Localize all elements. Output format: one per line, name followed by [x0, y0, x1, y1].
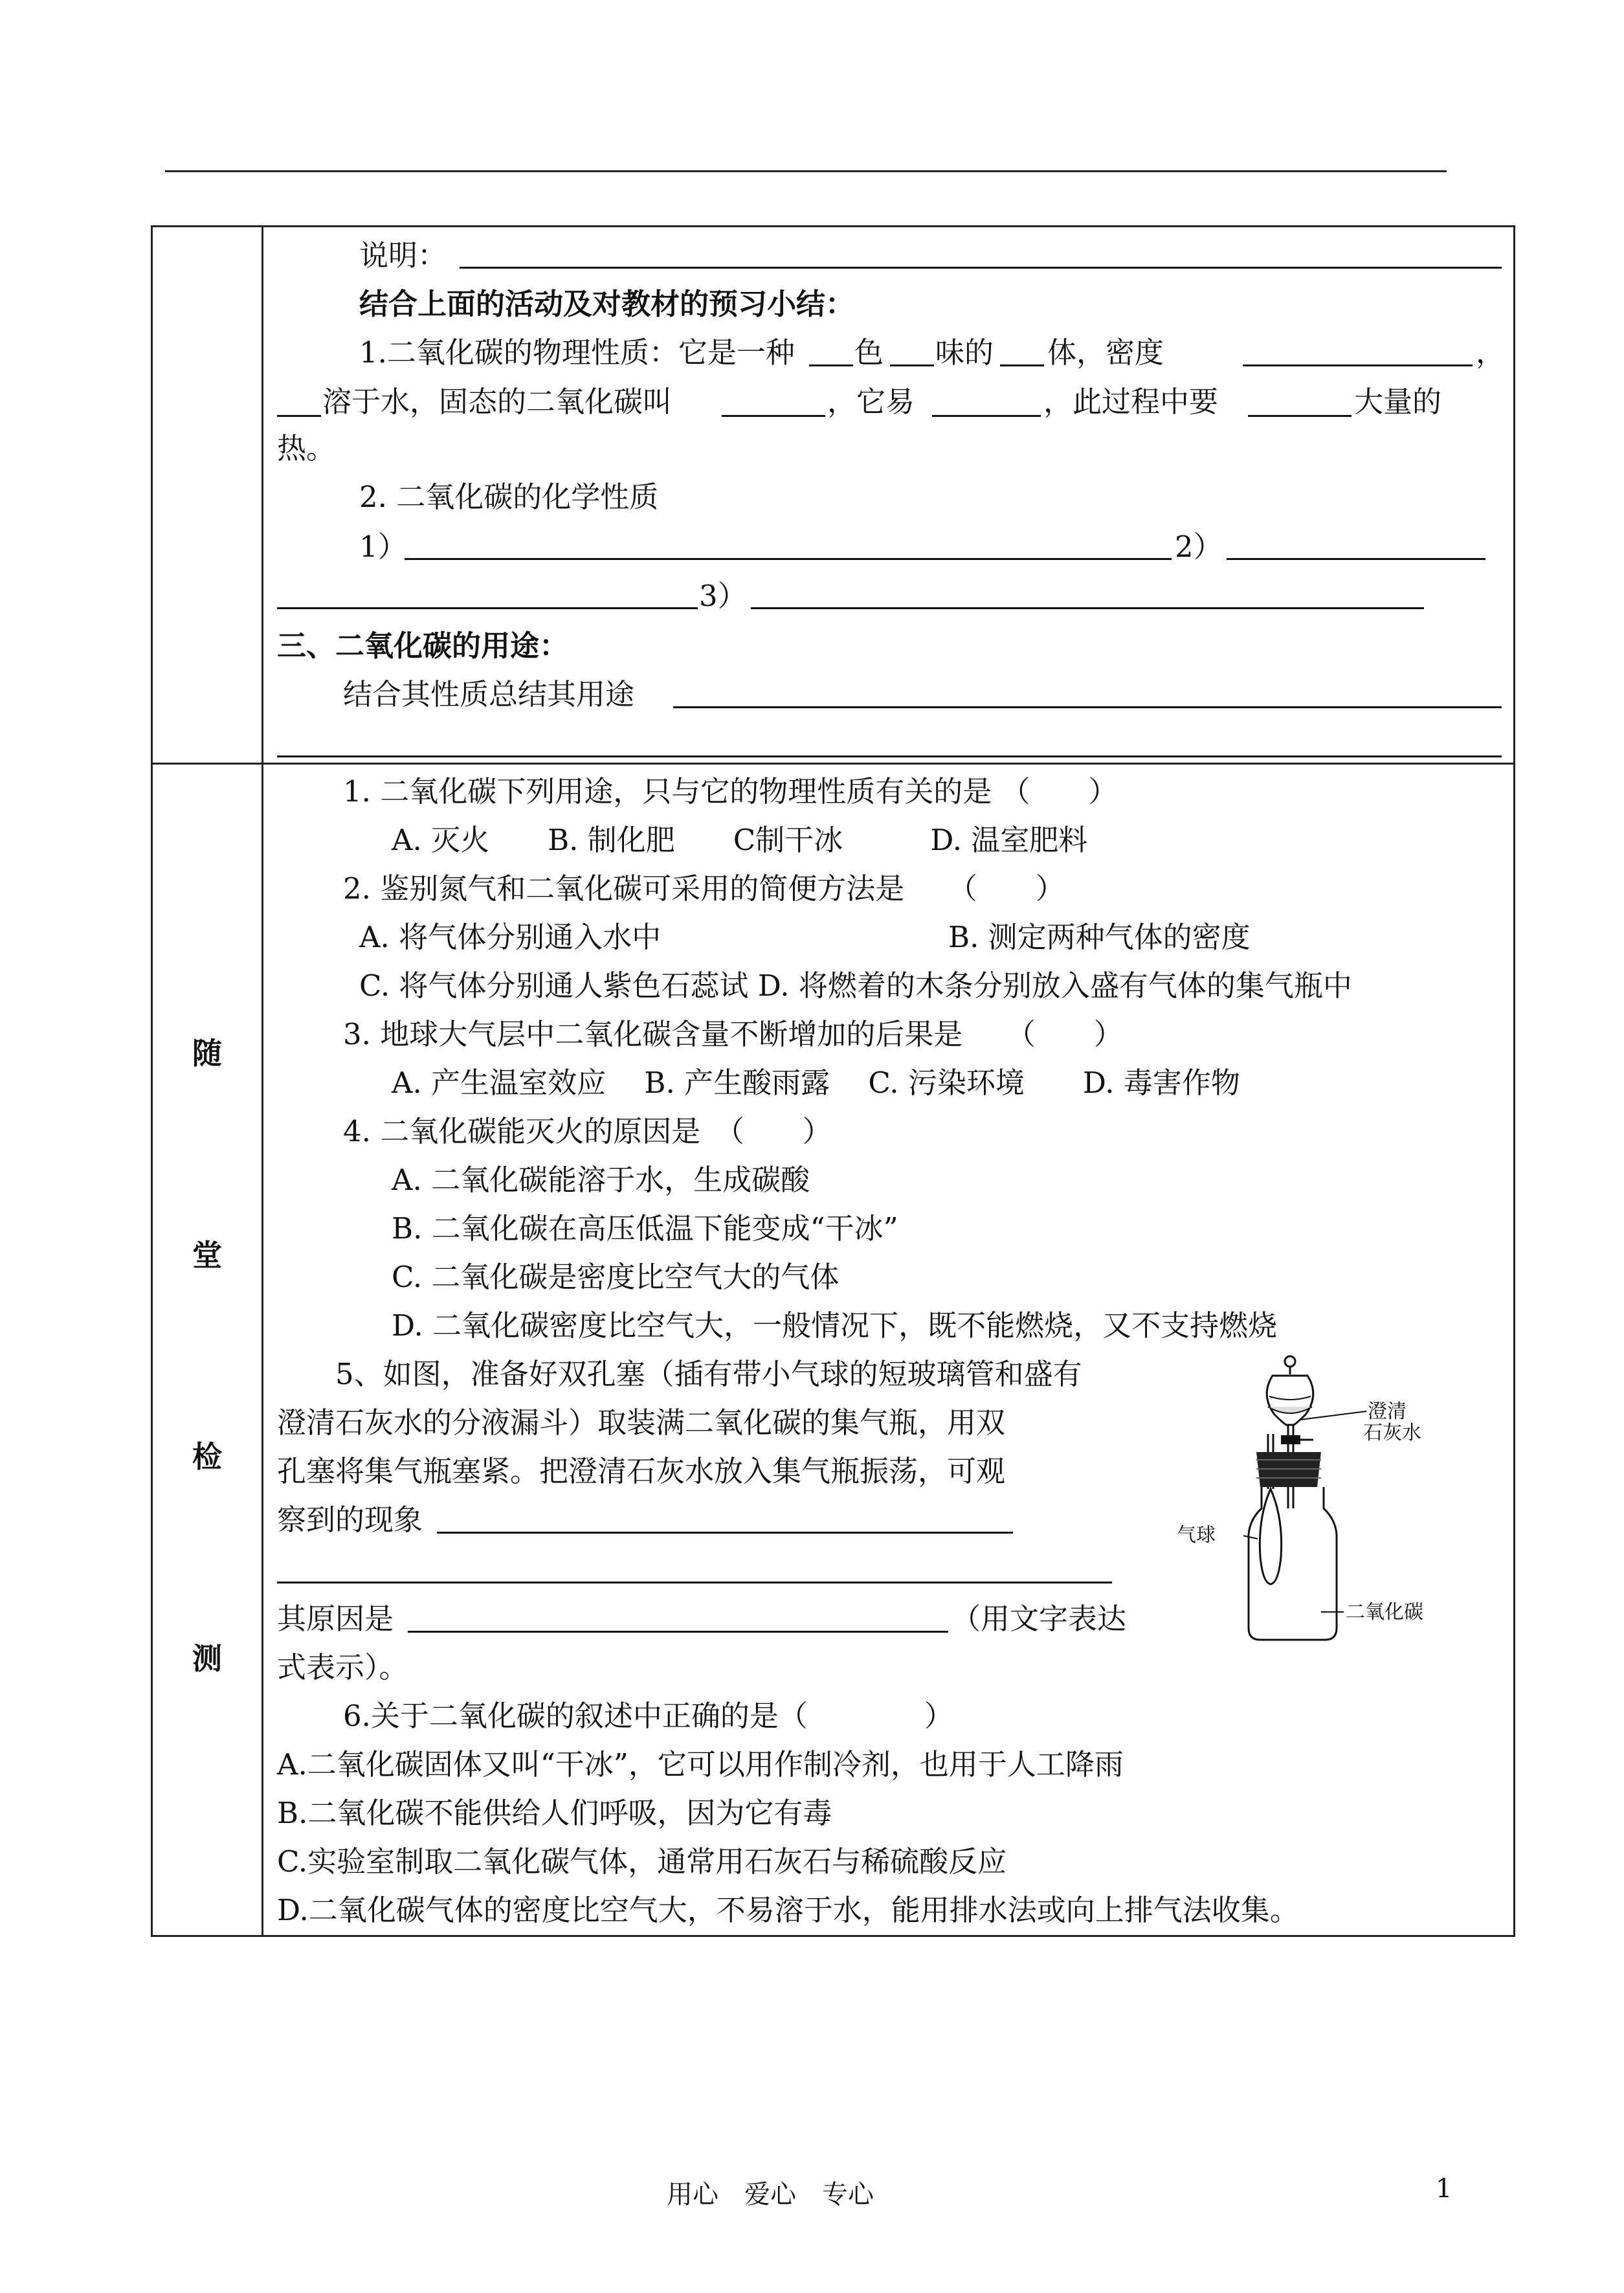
- q2-item-1: 1）: [359, 530, 407, 564]
- blank-absorb[interactable]: [1248, 415, 1351, 417]
- q1-text-f: 溶于水，固态的二氧化碳叫: [322, 385, 673, 419]
- quiz-q2-option-cd: C. 将气体分别通人紫色石蕊试 D. 将燃着的木条分别放入盛有气体的集气瓶中: [359, 968, 1352, 1003]
- side-label-char-3: 检: [192, 1439, 222, 1474]
- phenomenon-blank-1[interactable]: [437, 1532, 1013, 1534]
- section3-prompt: 结合其性质总结其用途: [343, 677, 635, 711]
- quiz-q3-options: A. 产生温室效应 B. 产生酸雨露 C. 污染环境 D. 毒害作物: [392, 1066, 1240, 1100]
- blank-sublime[interactable]: [932, 415, 1041, 417]
- blank-color[interactable]: [809, 364, 853, 366]
- quiz-q5-line4: 察到的现象: [277, 1503, 423, 1537]
- quiz-q4-option-b: B. 二氧化碳在高压低温下能变成“干冰”: [392, 1211, 898, 1246]
- shuoming-label: 说明：: [359, 238, 447, 273]
- quiz-q5-tail: （用文字表达: [951, 1602, 1127, 1636]
- side-label-char-1: 随: [192, 1036, 222, 1071]
- q1-text-b: 色: [854, 335, 884, 370]
- quiz-q2: 2. 鉴别氮气和二氧化碳可采用的简便方法是 （ ）: [343, 871, 1065, 906]
- quiz-q4-option-c: C. 二氧化碳是密度比空气大的气体: [392, 1260, 840, 1294]
- quiz-q5-reason: 其原因是: [277, 1602, 394, 1636]
- chem-property-blank-2b[interactable]: [277, 607, 698, 609]
- figure-label-balloon: 气球: [1177, 1524, 1216, 1547]
- quiz-q4: 4. 二氧化碳能灭火的原因是 （ ）: [343, 1114, 832, 1148]
- quiz-q6: 6.关于二氧化碳的叙述中正确的是（ ）: [343, 1699, 953, 1733]
- column-divider: [261, 227, 263, 1935]
- q1-text-d: 体，密度: [1047, 335, 1164, 370]
- quiz-q5-line2: 澄清石灰水的分液漏斗）取装满二氧化碳的集气瓶，用双: [277, 1405, 1006, 1440]
- shuoming-blank[interactable]: [460, 267, 1502, 269]
- quiz-q2-option-b: B. 测定两种气体的密度: [948, 920, 1251, 954]
- chem-property-blank-3[interactable]: [751, 607, 1424, 609]
- apparatus-figure: [1243, 1350, 1486, 1648]
- quiz-q4-option-a: A. 二氧化碳能溶于水，生成碳酸: [392, 1163, 810, 1197]
- blank-smell[interactable]: [890, 364, 934, 366]
- q2-item-3: 3）: [699, 579, 747, 613]
- uses-blank-2[interactable]: [277, 755, 1502, 757]
- figure-label-clear-2: 石灰水: [1363, 1422, 1421, 1444]
- quiz-q1: 1. 二氧化碳下列用途，只与它的物理性质有关的是 （ ）: [343, 774, 1118, 809]
- header-rule: [165, 170, 1447, 172]
- q1-text-a: 1.二氧化碳的物理性质：它是一种: [359, 335, 795, 370]
- phenomenon-blank-2[interactable]: [277, 1582, 1112, 1583]
- quiz-q3: 3. 地球大气层中二氧化碳含量不断增加的后果是 （ ）: [343, 1017, 1123, 1051]
- q2-heading: 2. 二氧化碳的化学性质: [359, 480, 659, 514]
- row-divider: [153, 763, 1513, 765]
- q1-text-c: 味的: [935, 335, 994, 370]
- q1-text-g: ，它易: [827, 385, 915, 419]
- reason-blank[interactable]: [408, 1631, 948, 1633]
- chem-property-blank-2a[interactable]: [1227, 558, 1485, 560]
- blank-dry-ice[interactable]: [722, 415, 825, 417]
- quiz-q6-option-b: B.二氧化碳不能供给人们呼吸，因为它有毒: [277, 1796, 832, 1830]
- blank-state[interactable]: [1000, 364, 1044, 366]
- figure-label-clear-1: 澄清: [1368, 1400, 1407, 1423]
- quiz-q5-line1: 5、如图，准备好双孔塞（插有带小气球的短玻璃管和盛有: [335, 1357, 1082, 1391]
- quiz-q6-option-a: A.二氧化碳固体又叫“干冰”，它可以用作制冷剂，也用于人工降雨: [277, 1747, 1124, 1782]
- blank-solubility[interactable]: [277, 415, 321, 417]
- section3-heading: 三、二氧化碳的用途：: [277, 629, 569, 663]
- q1-text-e: ，: [1476, 335, 1506, 370]
- quiz-q6-option-d: D.二氧化碳气体的密度比空气大，不易溶于水，能用排水法或向上排气法收集。: [277, 1893, 1299, 1927]
- chem-property-blank-1[interactable]: [405, 558, 1172, 560]
- q2-item-2: 2）: [1175, 530, 1223, 564]
- summary-heading: 结合上面的活动及对教材的预习小结：: [359, 287, 855, 321]
- quiz-q6-option-c: C.实验室制取二氧化碳气体，通常用石灰石与稀硫酸反应: [277, 1844, 1007, 1879]
- side-label-char-2: 堂: [192, 1238, 222, 1273]
- quiz-q2-option-a: A. 将气体分别通入水中: [359, 920, 662, 954]
- uses-blank-1[interactable]: [673, 706, 1502, 708]
- quiz-q4-option-d: D. 二氧化碳密度比空气大，一般情况下，既不能燃烧，又不支持燃烧: [392, 1308, 1278, 1343]
- side-label-char-4: 测: [192, 1641, 222, 1676]
- quiz-q1-options: A. 灭火 B. 制化肥 C制干冰 D. 温室肥料: [392, 823, 1088, 857]
- footer-motto: 用心 爱心 专心: [667, 2180, 874, 2209]
- q1-text-j: 热。: [277, 431, 336, 465]
- q1-text-i: 大量的: [1354, 385, 1442, 419]
- q1-text-h: ，此过程中要: [1043, 385, 1219, 419]
- figure-label-co2: 二氧化碳: [1346, 1601, 1423, 1624]
- blank-density[interactable]: [1243, 364, 1473, 366]
- page-number: 1: [1436, 2174, 1452, 2204]
- quiz-q5-line3: 孔塞将集气瓶塞紧。把澄清石灰水放入集气瓶振荡，可观: [277, 1454, 1006, 1488]
- quiz-q5-line1-clip: [277, 1356, 1222, 1408]
- quiz-q5-tail2: 式表示）。: [277, 1650, 408, 1684]
